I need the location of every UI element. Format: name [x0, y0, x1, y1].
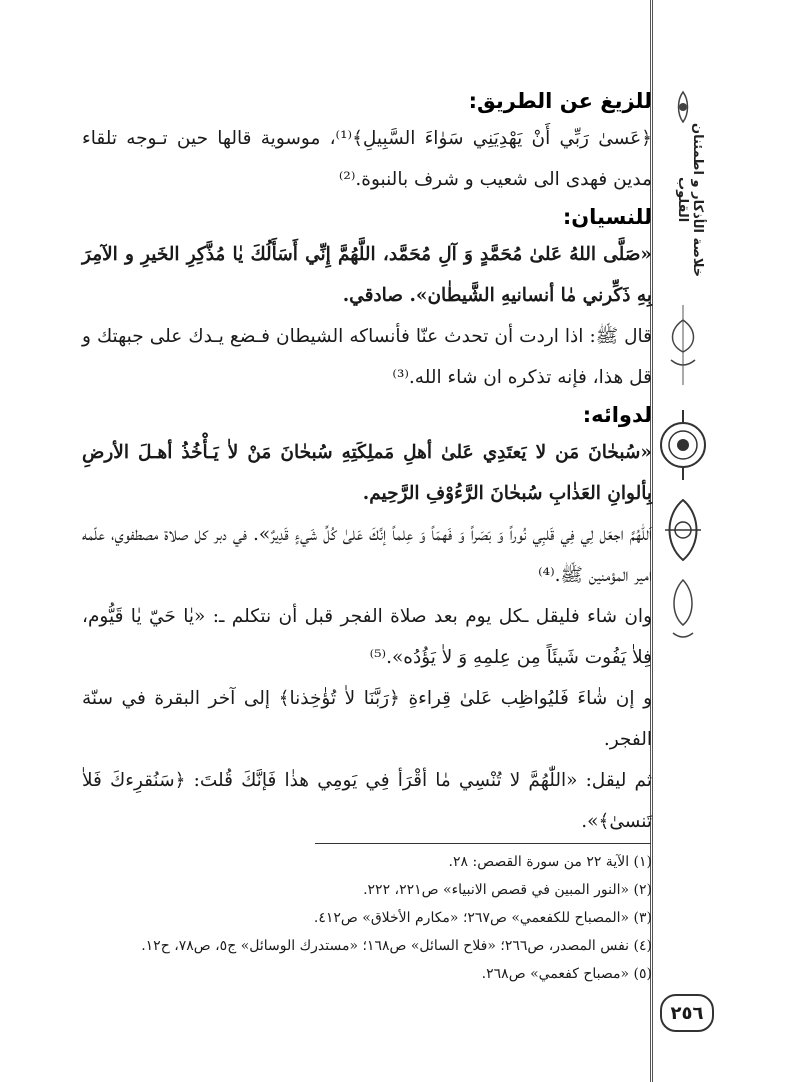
- paragraph: «صَلَّى اللهُ عَلىٰ مُحَمَّدٍ وَ آلِ مُحَمَّد، اللَّهُمَّ إِنِّي أَسَأَلُكَ يٰا مُذَّكِرِ الخَيرِ و الآمِرَ بِهِ ذَكِّرني مٰا أنسانيهِ الشَّيطٰان». صادقي.: [82, 244, 652, 306]
- side-rule-inner: [652, 0, 653, 1082]
- paragraph: و إن شٰاءَ فَليُواظِب عَلىٰ قِراءةِ ﴿رَبَّنَا لاٰ تُؤٰخِذنا﴾ إلى آخر البقرة في سنّة الفجر.: [82, 688, 652, 750]
- footnote: (١) الآية ٢٢ من سورة القصص: ٢٨.: [448, 854, 652, 870]
- page-number: ٢٥٦: [660, 994, 714, 1032]
- paragraph: اَللّٰهُمَّ اجعَل لِي فِي قَلبِي نُوراً وَ بَصَراً وَ فَهمَاً وَ عِلماً إنَّكَ عَلىٰ كُلِّ شَيءٍ قَدِيرٌ». في دبر كل صلاة مصطفوي، علّمه امير المؤمنين ﷺ.⁽⁴⁾: [82, 524, 652, 586]
- paragraph: قال ﷺ: اذا اردت أن تحدث عنّا فأنساكه الشيطان فـضع يـدك على جبهتك و قل هذا، فإنه تذكره ان شاء الله.⁽³⁾: [82, 326, 652, 388]
- paragraph: ثم ليقل: «اللّٰهُمَّ لا تُنْسِي مٰا أقْرَأ فِي يَومِي هذٰا فَإنَّكَ قُلتَ: ﴿سَنُقرِءكَ فَلاٰ تَنسىٰ﴾».: [82, 770, 652, 832]
- lower-ornament-icon: [655, 575, 711, 645]
- footnotes: [40, 848, 652, 988]
- paragraph: وان شاء فليقل ـكل يوم بعد صلاة الفجر قبل أن نتكلم ـ: «يٰا حَيّ يٰا قَيُّوم، فِلاٰ يَفُوت شَيئَاً مِن عِلمِهِ وَ لاٰ يَؤُدُه».⁽⁵⁾: [82, 606, 652, 668]
- section-heading-forgetfulness: للنسيان:: [562, 205, 652, 229]
- medallion-ornament-icon: [655, 400, 711, 490]
- footnote: (٢) «النور المبين في قصص الانبياء» ص٢٢١، ٢٢٢.: [363, 882, 652, 898]
- paragraph: ﴿عَسىٰ رَبِّي أَنْ يَهْدِيَنِي سَوٰاءَ السَّبِيلِ﴾⁽¹⁾، موسوية قالها حين تـوجه تلقاء مدين فهدى الى شعيب و شرف بالنبوة.⁽²⁾: [82, 128, 652, 190]
- main-text-column: [82, 84, 652, 842]
- paragraph: «سُبحٰانَ مَن لا يَعتَدِي عَلىٰ أهلِ مَملِكَتِهِ سُبحٰانَ مَنْ لاٰ يَـأْخُذُ أهـلَ الأرضِ بِألوانِ العَذٰابِ سُبحٰانَ الرَّءُوْفِ الرَّحِيم.: [82, 442, 652, 504]
- section-heading-cure: لدوائه:: [582, 403, 652, 427]
- footnote: (٤) نفس المصدر، ص٢٦٦؛ «فلاح السائل» ص١٦٨؛ «مستدرك الوسائل» ج٥، ص٧٨، ح١٢.: [141, 938, 652, 954]
- footnote-separator: [315, 843, 651, 844]
- book-title-vertical: خلاصة الأذكار و اطمئنان القلوب: [675, 122, 705, 278]
- section-heading-deviation: للزيغ عن الطريق:: [468, 89, 652, 113]
- rosette-ornament-icon: [655, 495, 711, 565]
- footnote: (٣) «المصباح للكفعمي» ص٢٦٧؛ «مكارم الأخلاق» ص٤١٢.: [313, 910, 652, 926]
- footnote: (٥) «مصباح كفعمي» ص٢٦٨.: [481, 966, 652, 982]
- flourish-ornament-icon: [655, 300, 711, 390]
- top-ornament-icon: [655, 90, 711, 124]
